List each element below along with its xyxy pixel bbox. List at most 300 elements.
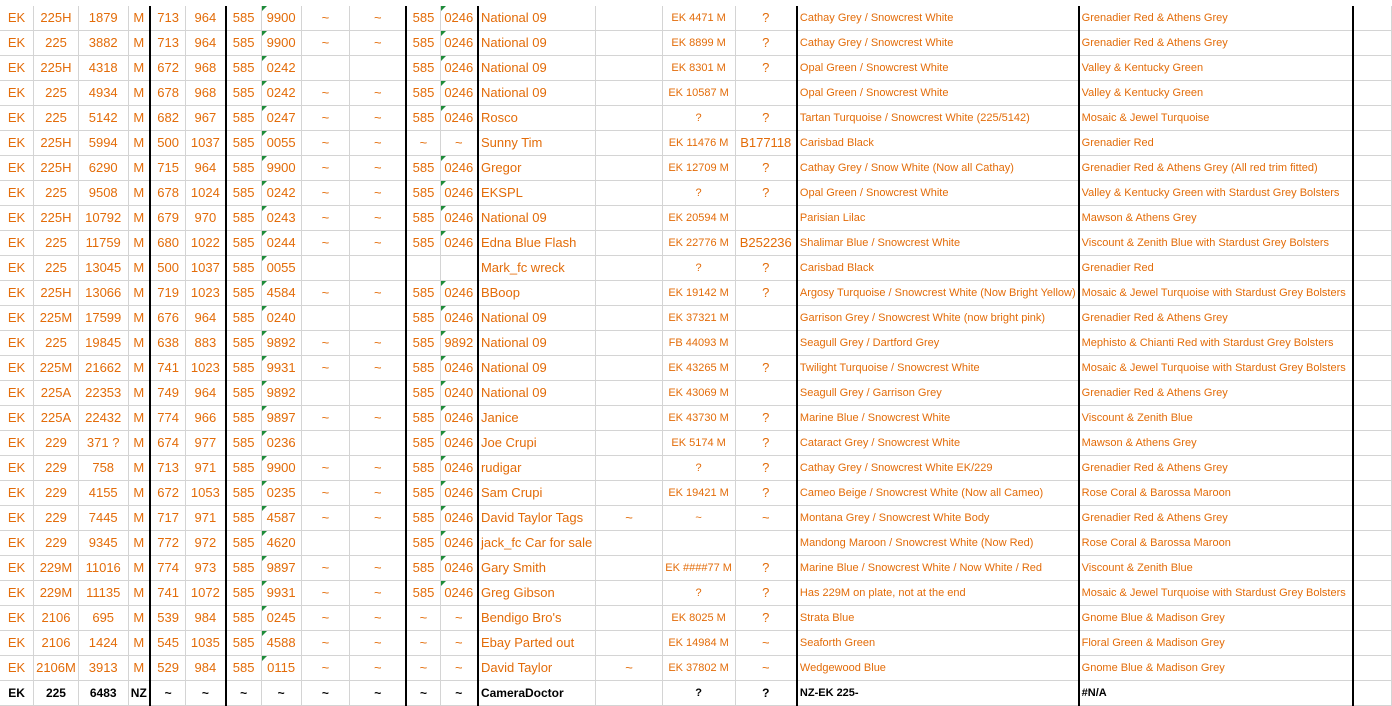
cell-trim-colour[interactable]: Grenadier Red & Athens Grey (All red trim fitted) — [1079, 156, 1353, 181]
cell-body-number[interactable]: 7445 — [78, 506, 128, 531]
cell-spacer-b[interactable]: ~ — [350, 31, 407, 56]
cell-note[interactable] — [596, 381, 662, 406]
cell-option-d[interactable]: 0246 — [440, 306, 478, 331]
cell-spacer-a[interactable]: ~ — [301, 156, 350, 181]
cell-spacer-a[interactable] — [301, 256, 350, 281]
cell-option-a[interactable]: 585 — [226, 406, 262, 431]
cell-engine-number[interactable]: FB 44093 M — [662, 331, 735, 356]
cell-paint-colour[interactable]: Opal Green / Snowcrest White — [797, 56, 1079, 81]
cell-option-d[interactable]: 9892 — [440, 331, 478, 356]
cell-paint-colour[interactable]: Carisbad Black — [797, 256, 1079, 281]
cell-paint-colour[interactable]: Shalimar Blue / Snowcrest White — [797, 231, 1079, 256]
cell-empty[interactable] — [1353, 631, 1392, 656]
cell-spacer-a[interactable]: ~ — [301, 131, 350, 156]
cell-plant[interactable]: M — [128, 456, 150, 481]
cell-owner[interactable]: Sunny Tim — [478, 131, 596, 156]
cell-option-a[interactable]: 585 — [226, 181, 262, 206]
cell-empty[interactable] — [1353, 381, 1392, 406]
cell-empty[interactable] — [1353, 431, 1392, 456]
cell-option-c[interactable]: 585 — [406, 281, 440, 306]
cell-trim-colour[interactable]: Viscount & Zenith Blue — [1079, 406, 1353, 431]
cell-series[interactable]: EK — [0, 356, 34, 381]
cell-option-b[interactable]: 4587 — [261, 506, 301, 531]
cell-model[interactable]: 225H — [34, 131, 79, 156]
cell-model[interactable]: 225H — [34, 56, 79, 81]
cell-rego[interactable]: ~ — [735, 656, 797, 681]
cell-trim-code[interactable]: 883 — [186, 331, 226, 356]
cell-note[interactable] — [596, 681, 662, 706]
cell-option-a[interactable]: 585 — [226, 131, 262, 156]
cell-rego[interactable] — [735, 381, 797, 406]
cell-owner[interactable]: Rosco — [478, 106, 596, 131]
cell-paint-code[interactable]: 717 — [150, 506, 186, 531]
cell-empty[interactable] — [1353, 231, 1392, 256]
cell-engine-number[interactable]: ? — [662, 181, 735, 206]
cell-trim-code[interactable]: 1072 — [186, 581, 226, 606]
cell-series[interactable]: EK — [0, 206, 34, 231]
cell-owner[interactable]: National 09 — [478, 356, 596, 381]
cell-series[interactable]: EK — [0, 481, 34, 506]
cell-trim-code[interactable]: 968 — [186, 56, 226, 81]
cell-spacer-a[interactable]: ~ — [301, 206, 350, 231]
cell-rego[interactable]: ? — [735, 181, 797, 206]
cell-note[interactable] — [596, 631, 662, 656]
cell-series[interactable]: EK — [0, 456, 34, 481]
cell-paint-code[interactable]: 682 — [150, 106, 186, 131]
cell-spacer-a[interactable]: ~ — [301, 6, 350, 31]
cell-option-d[interactable]: 0246 — [440, 6, 478, 31]
cell-body-number[interactable]: 371 ? — [78, 431, 128, 456]
cell-option-b[interactable]: 9897 — [261, 556, 301, 581]
cell-body-number[interactable]: 13066 — [78, 281, 128, 306]
cell-engine-number[interactable]: ? — [662, 681, 735, 706]
cell-plant[interactable]: M — [128, 606, 150, 631]
cell-option-d[interactable]: 0246 — [440, 531, 478, 556]
cell-note[interactable] — [596, 206, 662, 231]
cell-plant[interactable]: M — [128, 56, 150, 81]
cell-note[interactable] — [596, 531, 662, 556]
cell-trim-code[interactable]: 1035 — [186, 631, 226, 656]
cell-model[interactable]: 225H — [34, 206, 79, 231]
cell-body-number[interactable]: 22353 — [78, 381, 128, 406]
cell-paint-code[interactable]: 529 — [150, 656, 186, 681]
cell-series[interactable]: EK — [0, 531, 34, 556]
cell-option-c[interactable]: 585 — [406, 156, 440, 181]
cell-spacer-a[interactable]: ~ — [301, 181, 350, 206]
cell-series[interactable]: EK — [0, 306, 34, 331]
cell-option-a[interactable]: 585 — [226, 156, 262, 181]
cell-model[interactable]: 225M — [34, 306, 79, 331]
cell-option-a[interactable]: 585 — [226, 656, 262, 681]
cell-owner[interactable]: CameraDoctor — [478, 681, 596, 706]
cell-spacer-b[interactable]: ~ — [350, 606, 407, 631]
cell-option-c[interactable]: 585 — [406, 206, 440, 231]
cell-spacer-a[interactable]: ~ — [301, 631, 350, 656]
cell-note[interactable] — [596, 81, 662, 106]
cell-option-c[interactable]: ~ — [406, 606, 440, 631]
cell-option-a[interactable]: 585 — [226, 106, 262, 131]
cell-engine-number[interactable]: EK 12709 M — [662, 156, 735, 181]
cell-trim-colour[interactable]: Mosaic & Jewel Turquoise — [1079, 106, 1353, 131]
cell-trim-colour[interactable]: Gnome Blue & Madison Grey — [1079, 606, 1353, 631]
cell-model[interactable]: 229M — [34, 581, 79, 606]
cell-paint-colour[interactable]: Seagull Grey / Garrison Grey — [797, 381, 1079, 406]
cell-engine-number[interactable]: EK 8025 M — [662, 606, 735, 631]
cell-rego[interactable]: ? — [735, 281, 797, 306]
cell-trim-colour[interactable]: Gnome Blue & Madison Grey — [1079, 656, 1353, 681]
cell-series[interactable]: EK — [0, 231, 34, 256]
cell-body-number[interactable]: 22432 — [78, 406, 128, 431]
cell-model[interactable]: 225A — [34, 381, 79, 406]
cell-empty[interactable] — [1353, 481, 1392, 506]
cell-rego[interactable] — [735, 331, 797, 356]
cell-owner[interactable]: rudigar — [478, 456, 596, 481]
cell-owner[interactable]: Mark_fc wreck — [478, 256, 596, 281]
cell-plant[interactable]: M — [128, 6, 150, 31]
cell-body-number[interactable]: 11135 — [78, 581, 128, 606]
cell-series[interactable]: EK — [0, 131, 34, 156]
cell-trim-code[interactable]: 1037 — [186, 131, 226, 156]
cell-engine-number[interactable]: EK 8899 M — [662, 31, 735, 56]
cell-spacer-b[interactable] — [350, 531, 407, 556]
cell-option-a[interactable]: 585 — [226, 231, 262, 256]
cell-note[interactable] — [596, 156, 662, 181]
cell-engine-number[interactable]: ~ — [662, 506, 735, 531]
cell-trim-colour[interactable]: Grenadier Red & Athens Grey — [1079, 381, 1353, 406]
cell-plant[interactable]: M — [128, 356, 150, 381]
cell-rego[interactable]: ? — [735, 31, 797, 56]
cell-option-a[interactable]: 585 — [226, 6, 262, 31]
cell-note[interactable] — [596, 431, 662, 456]
cell-option-c[interactable]: 585 — [406, 331, 440, 356]
cell-model[interactable]: 225 — [34, 331, 79, 356]
cell-series[interactable]: EK — [0, 256, 34, 281]
cell-option-d[interactable]: 0246 — [440, 556, 478, 581]
cell-option-d[interactable]: 0246 — [440, 156, 478, 181]
cell-series[interactable]: EK — [0, 431, 34, 456]
cell-option-c[interactable] — [406, 256, 440, 281]
cell-trim-code[interactable]: 964 — [186, 381, 226, 406]
cell-option-a[interactable]: 585 — [226, 331, 262, 356]
cell-spacer-a[interactable]: ~ — [301, 681, 350, 706]
cell-plant[interactable]: M — [128, 81, 150, 106]
cell-plant[interactable]: NZ — [128, 681, 150, 706]
cell-series[interactable]: EK — [0, 681, 34, 706]
cell-option-b[interactable]: 4588 — [261, 631, 301, 656]
cell-option-a[interactable]: 585 — [226, 381, 262, 406]
cell-spacer-b[interactable]: ~ — [350, 206, 407, 231]
cell-body-number[interactable]: 4934 — [78, 81, 128, 106]
cell-owner[interactable]: National 09 — [478, 81, 596, 106]
cell-option-a[interactable]: 585 — [226, 431, 262, 456]
cell-empty[interactable] — [1353, 506, 1392, 531]
cell-option-a[interactable]: 585 — [226, 531, 262, 556]
cell-rego[interactable]: ? — [735, 6, 797, 31]
cell-option-a[interactable]: 585 — [226, 481, 262, 506]
cell-trim-colour[interactable]: Grenadier Red & Athens Grey — [1079, 306, 1353, 331]
cell-series[interactable]: EK — [0, 281, 34, 306]
cell-model[interactable]: 229 — [34, 481, 79, 506]
cell-option-d[interactable]: 0246 — [440, 31, 478, 56]
cell-body-number[interactable]: 3913 — [78, 656, 128, 681]
cell-spacer-b[interactable]: ~ — [350, 131, 407, 156]
cell-option-a[interactable]: 585 — [226, 56, 262, 81]
cell-spacer-a[interactable]: ~ — [301, 481, 350, 506]
cell-trim-code[interactable]: 964 — [186, 31, 226, 56]
cell-spacer-b[interactable] — [350, 306, 407, 331]
cell-trim-colour[interactable]: Rose Coral & Barossa Maroon — [1079, 531, 1353, 556]
cell-engine-number[interactable]: EK 10587 M — [662, 81, 735, 106]
cell-spacer-b[interactable]: ~ — [350, 506, 407, 531]
cell-spacer-a[interactable] — [301, 306, 350, 331]
cell-paint-colour[interactable]: Montana Grey / Snowcrest White Body — [797, 506, 1079, 531]
cell-trim-colour[interactable]: Grenadier Red & Athens Grey — [1079, 506, 1353, 531]
cell-option-c[interactable]: 585 — [406, 381, 440, 406]
cell-trim-colour[interactable]: Rose Coral & Barossa Maroon — [1079, 481, 1353, 506]
cell-spacer-b[interactable]: ~ — [350, 556, 407, 581]
cell-empty[interactable] — [1353, 106, 1392, 131]
cell-spacer-a[interactable]: ~ — [301, 231, 350, 256]
cell-body-number[interactable]: 4155 — [78, 481, 128, 506]
cell-spacer-b[interactable]: ~ — [350, 481, 407, 506]
cell-body-number[interactable]: 10792 — [78, 206, 128, 231]
cell-rego[interactable] — [735, 531, 797, 556]
cell-series[interactable]: EK — [0, 106, 34, 131]
cell-trim-code[interactable]: 973 — [186, 556, 226, 581]
cell-trim-colour[interactable]: Valley & Kentucky Green with Stardust Grey Bolsters — [1079, 181, 1353, 206]
cell-plant[interactable]: M — [128, 556, 150, 581]
cell-paint-code[interactable]: 500 — [150, 131, 186, 156]
cell-rego[interactable]: ? — [735, 256, 797, 281]
cell-option-b[interactable]: 0235 — [261, 481, 301, 506]
cell-option-c[interactable]: 585 — [406, 431, 440, 456]
cell-spacer-b[interactable]: ~ — [350, 456, 407, 481]
cell-spacer-b[interactable]: ~ — [350, 656, 407, 681]
cell-option-a[interactable]: 585 — [226, 556, 262, 581]
cell-option-b[interactable]: 9897 — [261, 406, 301, 431]
cell-rego[interactable]: ? — [735, 606, 797, 631]
cell-empty[interactable] — [1353, 81, 1392, 106]
cell-option-b[interactable]: 0242 — [261, 181, 301, 206]
cell-note[interactable] — [596, 306, 662, 331]
cell-rego[interactable] — [735, 306, 797, 331]
cell-model[interactable]: 225 — [34, 231, 79, 256]
cell-owner[interactable]: Bendigo Bro's — [478, 606, 596, 631]
cell-option-a[interactable]: 585 — [226, 631, 262, 656]
cell-spacer-a[interactable]: ~ — [301, 31, 350, 56]
cell-note[interactable] — [596, 556, 662, 581]
cell-empty[interactable] — [1353, 556, 1392, 581]
cell-note[interactable] — [596, 606, 662, 631]
cell-option-c[interactable]: 585 — [406, 356, 440, 381]
cell-engine-number[interactable]: ? — [662, 581, 735, 606]
cell-spacer-a[interactable]: ~ — [301, 581, 350, 606]
cell-option-c[interactable]: ~ — [406, 656, 440, 681]
cell-spacer-a[interactable] — [301, 56, 350, 81]
cell-trim-colour[interactable]: Mosaic & Jewel Turquoise with Stardust Grey Bolsters — [1079, 281, 1353, 306]
cell-rego[interactable]: ? — [735, 581, 797, 606]
cell-spacer-b[interactable] — [350, 431, 407, 456]
cell-option-d[interactable]: 0246 — [440, 581, 478, 606]
cell-note[interactable] — [596, 31, 662, 56]
cell-paint-code[interactable]: 500 — [150, 256, 186, 281]
cell-owner[interactable]: Sam Crupi — [478, 481, 596, 506]
cell-empty[interactable] — [1353, 56, 1392, 81]
cell-option-c[interactable]: 585 — [406, 231, 440, 256]
cell-spacer-a[interactable]: ~ — [301, 281, 350, 306]
cell-model[interactable]: 225H — [34, 6, 79, 31]
cell-rego[interactable]: ~ — [735, 631, 797, 656]
cell-paint-code[interactable]: 545 — [150, 631, 186, 656]
cell-model[interactable]: 225H — [34, 281, 79, 306]
cell-option-d[interactable]: 0246 — [440, 456, 478, 481]
cell-option-b[interactable]: 0247 — [261, 106, 301, 131]
cell-option-c[interactable]: ~ — [406, 681, 440, 706]
cell-paint-colour[interactable]: Strata Blue — [797, 606, 1079, 631]
cell-rego[interactable] — [735, 206, 797, 231]
cell-empty[interactable] — [1353, 406, 1392, 431]
cell-paint-code[interactable]: 749 — [150, 381, 186, 406]
cell-option-a[interactable]: 585 — [226, 256, 262, 281]
cell-option-d[interactable]: 0246 — [440, 81, 478, 106]
cell-plant[interactable]: M — [128, 106, 150, 131]
cell-spacer-b[interactable]: ~ — [350, 106, 407, 131]
cell-trim-code[interactable]: 966 — [186, 406, 226, 431]
cell-spacer-b[interactable]: ~ — [350, 356, 407, 381]
cell-option-c[interactable]: 585 — [406, 556, 440, 581]
cell-trim-code[interactable]: 964 — [186, 156, 226, 181]
cell-series[interactable]: EK — [0, 6, 34, 31]
cell-model[interactable]: 2106 — [34, 631, 79, 656]
cell-option-b[interactable]: 0055 — [261, 256, 301, 281]
cell-rego[interactable]: ? — [735, 456, 797, 481]
cell-owner[interactable]: National 09 — [478, 31, 596, 56]
cell-spacer-b[interactable]: ~ — [350, 81, 407, 106]
cell-option-b[interactable]: 0055 — [261, 131, 301, 156]
cell-empty[interactable] — [1353, 131, 1392, 156]
cell-paint-colour[interactable]: Seaforth Green — [797, 631, 1079, 656]
cell-trim-code[interactable]: 984 — [186, 606, 226, 631]
cell-engine-number[interactable] — [662, 531, 735, 556]
cell-option-c[interactable]: 585 — [406, 6, 440, 31]
cell-spacer-a[interactable]: ~ — [301, 106, 350, 131]
cell-plant[interactable]: M — [128, 406, 150, 431]
cell-paint-colour[interactable]: Marine Blue / Snowcrest White / Now White / Red — [797, 556, 1079, 581]
cell-empty[interactable] — [1353, 331, 1392, 356]
cell-option-c[interactable]: 585 — [406, 481, 440, 506]
cell-engine-number[interactable]: EK 43069 M — [662, 381, 735, 406]
cell-option-c[interactable]: 585 — [406, 81, 440, 106]
cell-model[interactable]: 225 — [34, 106, 79, 131]
cell-spacer-a[interactable]: ~ — [301, 356, 350, 381]
cell-option-d[interactable]: 0246 — [440, 431, 478, 456]
cell-trim-code[interactable]: 1024 — [186, 181, 226, 206]
cell-spacer-b[interactable]: ~ — [350, 156, 407, 181]
cell-paint-colour[interactable]: Tartan Turquoise / Snowcrest White (225/5142) — [797, 106, 1079, 131]
cell-engine-number[interactable]: EK 5174 M — [662, 431, 735, 456]
cell-paint-code[interactable]: 713 — [150, 6, 186, 31]
cell-option-d[interactable]: 0246 — [440, 281, 478, 306]
cell-paint-code[interactable]: ~ — [150, 681, 186, 706]
cell-option-c[interactable]: 585 — [406, 406, 440, 431]
cell-spacer-b[interactable]: ~ — [350, 6, 407, 31]
cell-rego[interactable]: ? — [735, 106, 797, 131]
cell-note[interactable] — [596, 281, 662, 306]
cell-model[interactable]: 225 — [34, 81, 79, 106]
cell-plant[interactable]: M — [128, 31, 150, 56]
cell-option-d[interactable] — [440, 256, 478, 281]
cell-model[interactable]: 225H — [34, 156, 79, 181]
cell-option-d[interactable]: 0246 — [440, 481, 478, 506]
cell-plant[interactable]: M — [128, 381, 150, 406]
cell-series[interactable]: EK — [0, 656, 34, 681]
cell-trim-code[interactable]: 967 — [186, 106, 226, 131]
cell-plant[interactable]: M — [128, 156, 150, 181]
cell-option-a[interactable]: 585 — [226, 506, 262, 531]
cell-spacer-b[interactable]: ~ — [350, 681, 407, 706]
cell-body-number[interactable]: 6290 — [78, 156, 128, 181]
cell-spacer-b[interactable]: ~ — [350, 406, 407, 431]
cell-series[interactable]: EK — [0, 381, 34, 406]
cell-option-d[interactable]: ~ — [440, 131, 478, 156]
cell-note[interactable] — [596, 581, 662, 606]
cell-engine-number[interactable]: EK 20594 M — [662, 206, 735, 231]
cell-option-a[interactable]: 585 — [226, 281, 262, 306]
cell-rego[interactable]: ? — [735, 431, 797, 456]
cell-trim-code[interactable]: 1023 — [186, 281, 226, 306]
cell-model[interactable]: 225 — [34, 181, 79, 206]
cell-spacer-b[interactable]: ~ — [350, 631, 407, 656]
cell-paint-code[interactable]: 713 — [150, 456, 186, 481]
cell-paint-code[interactable]: 678 — [150, 81, 186, 106]
cell-model[interactable]: 225 — [34, 31, 79, 56]
cell-owner[interactable]: National 09 — [478, 206, 596, 231]
cell-option-d[interactable]: 0240 — [440, 381, 478, 406]
cell-paint-colour[interactable]: Twilight Turquoise / Snowcrest White — [797, 356, 1079, 381]
cell-model[interactable]: 225A — [34, 406, 79, 431]
cell-option-b[interactable]: 0242 — [261, 81, 301, 106]
cell-spacer-b[interactable]: ~ — [350, 581, 407, 606]
cell-engine-number[interactable]: ? — [662, 456, 735, 481]
cell-note[interactable] — [596, 56, 662, 81]
cell-spacer-a[interactable]: ~ — [301, 556, 350, 581]
cell-spacer-a[interactable]: ~ — [301, 456, 350, 481]
cell-rego[interactable]: ? — [735, 681, 797, 706]
cell-body-number[interactable]: 9508 — [78, 181, 128, 206]
cell-option-a[interactable]: 585 — [226, 306, 262, 331]
cell-owner[interactable]: National 09 — [478, 6, 596, 31]
cell-owner[interactable]: National 09 — [478, 306, 596, 331]
cell-empty[interactable] — [1353, 281, 1392, 306]
cell-spacer-b[interactable] — [350, 56, 407, 81]
cell-engine-number[interactable]: EK 19421 M — [662, 481, 735, 506]
cell-option-b[interactable]: 9900 — [261, 31, 301, 56]
cell-empty[interactable] — [1353, 531, 1392, 556]
cell-plant[interactable]: M — [128, 256, 150, 281]
cell-body-number[interactable]: 1879 — [78, 6, 128, 31]
cell-body-number[interactable]: 6483 — [78, 681, 128, 706]
cell-spacer-a[interactable]: ~ — [301, 606, 350, 631]
cell-paint-colour[interactable]: Argosy Turquoise / Snowcrest White (Now Bright Yellow) — [797, 281, 1079, 306]
cell-trim-code[interactable]: ~ — [186, 681, 226, 706]
cell-rego[interactable]: ? — [735, 56, 797, 81]
cell-model[interactable]: 2106 — [34, 606, 79, 631]
cell-plant[interactable]: M — [128, 656, 150, 681]
cell-empty[interactable] — [1353, 206, 1392, 231]
cell-series[interactable]: EK — [0, 581, 34, 606]
cell-body-number[interactable]: 5142 — [78, 106, 128, 131]
cell-paint-code[interactable]: 680 — [150, 231, 186, 256]
